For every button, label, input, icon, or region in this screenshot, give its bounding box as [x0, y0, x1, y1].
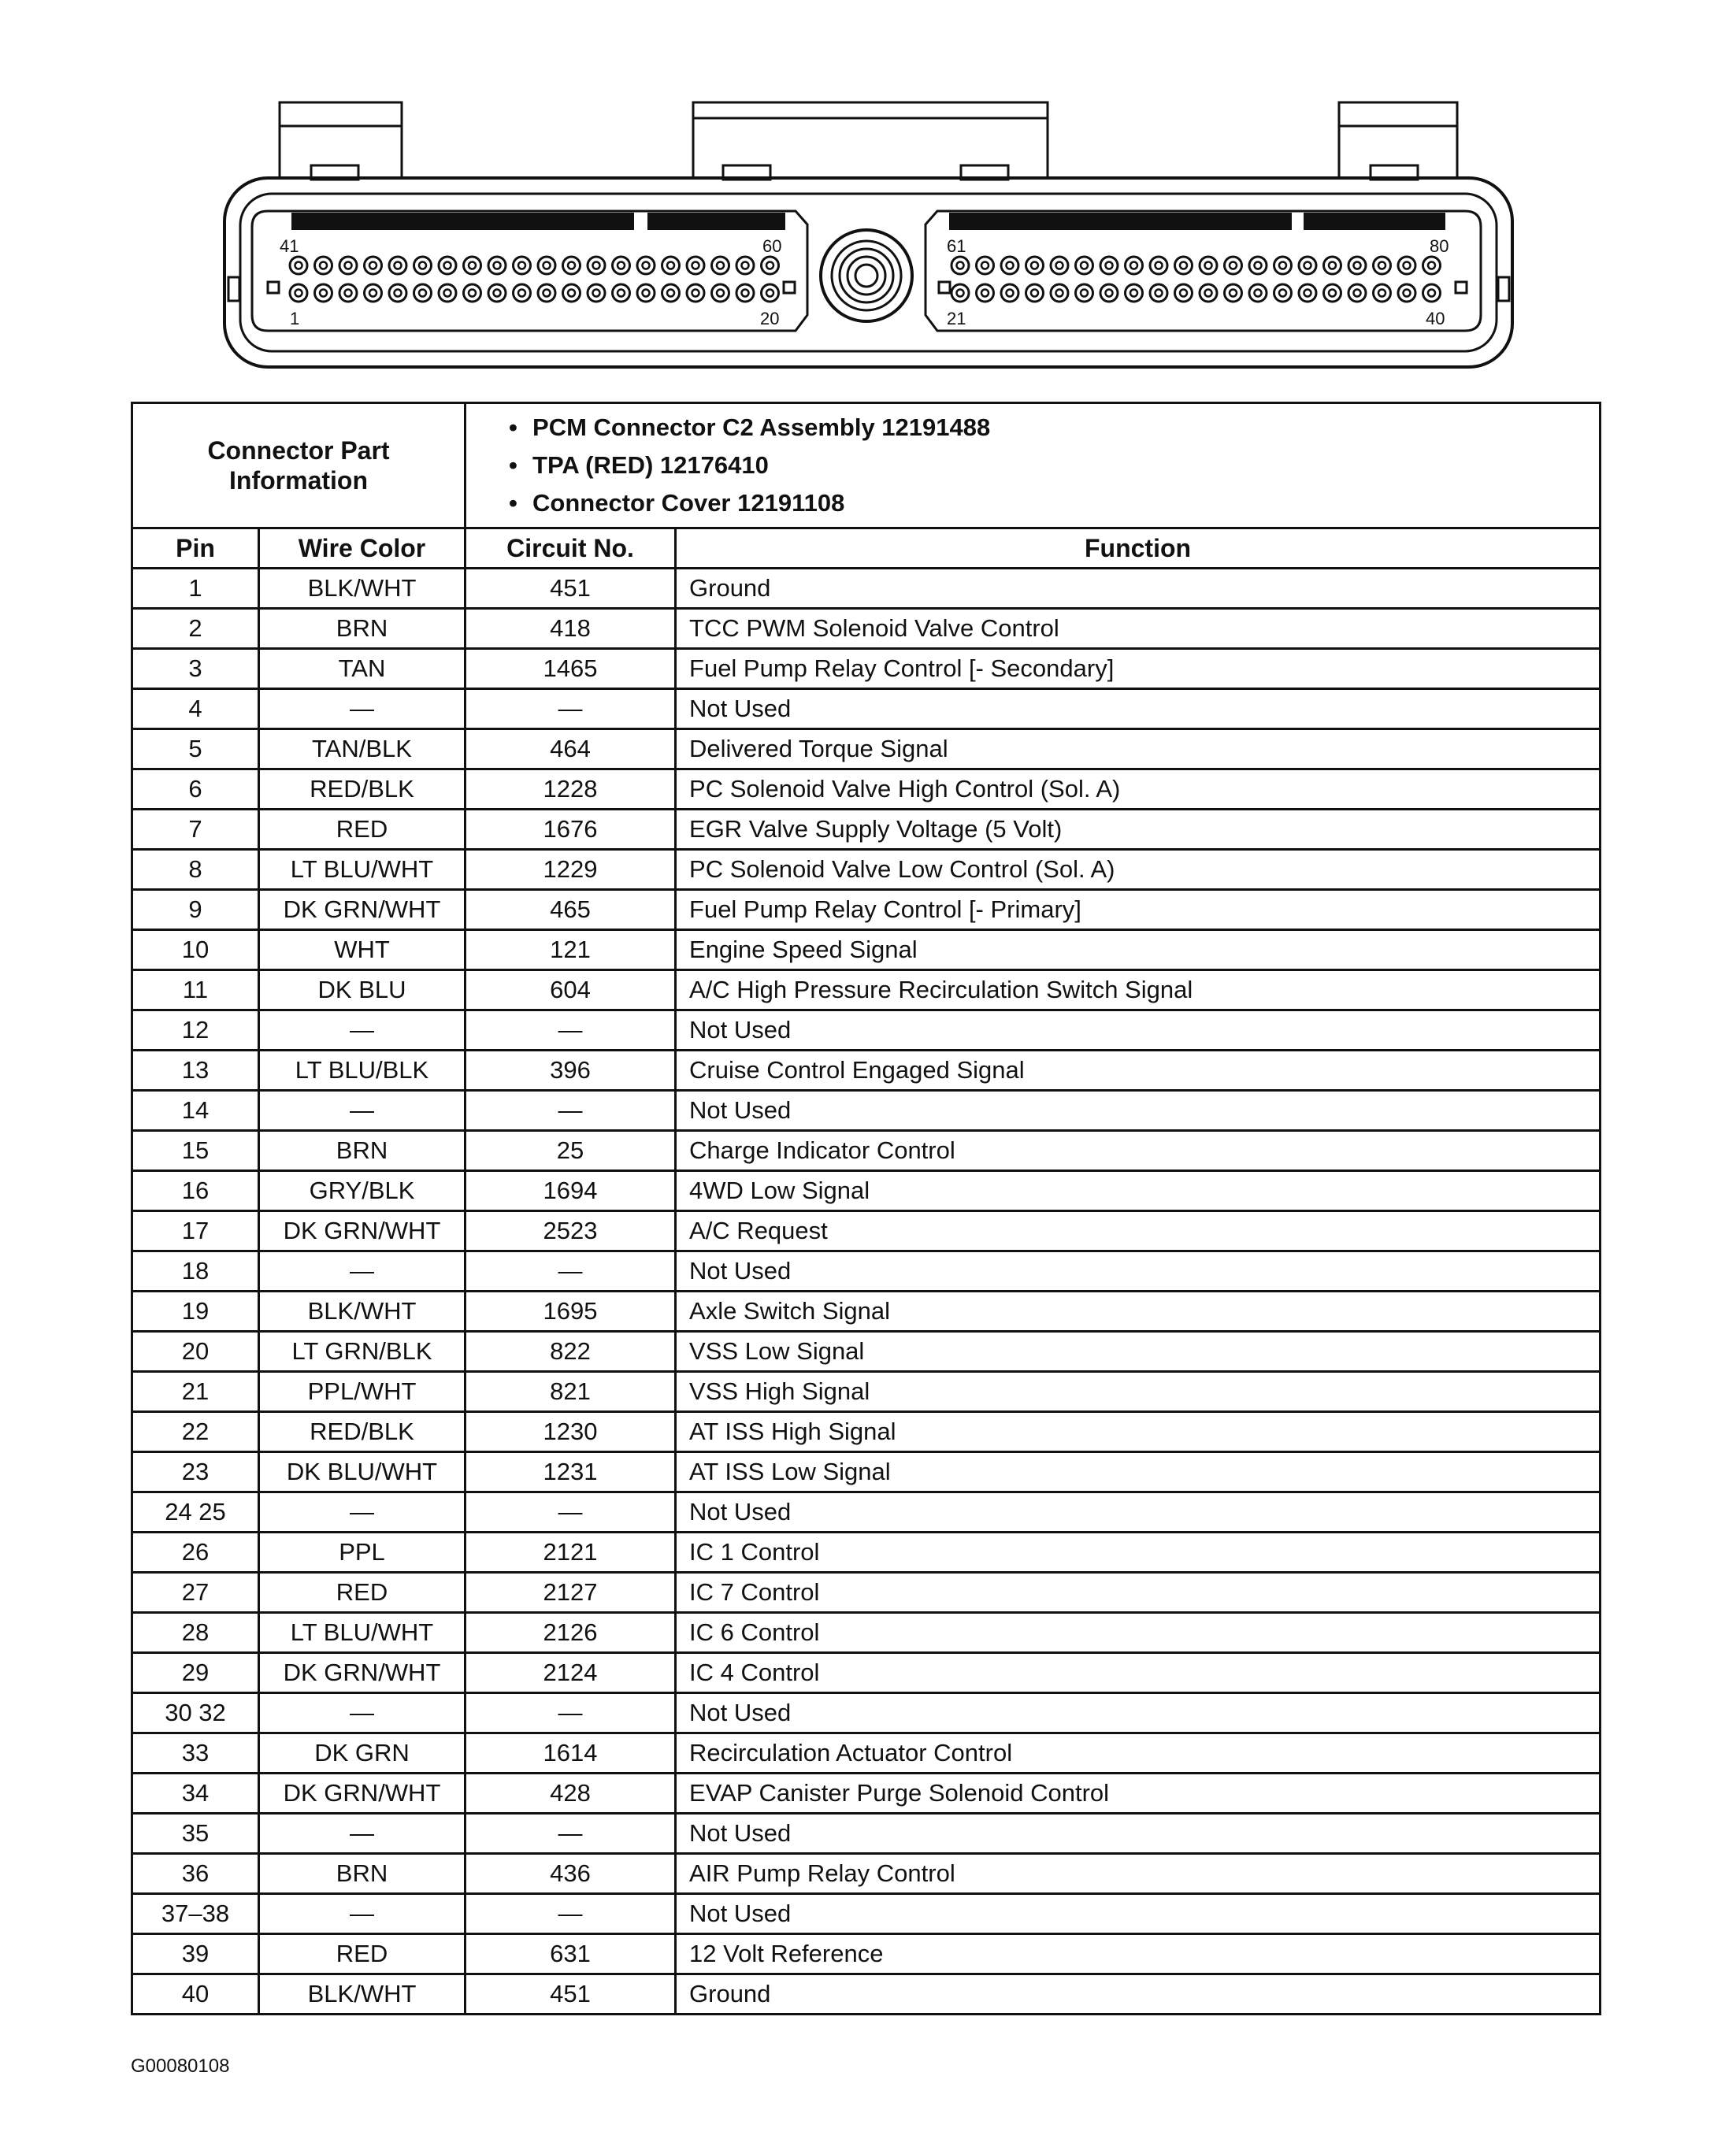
pin-cell: 33	[132, 1733, 259, 1774]
circuit-cell: 1228	[466, 769, 676, 810]
pin-hole	[1200, 257, 1217, 274]
pin-hole	[712, 257, 729, 274]
circuit-cell: 396	[466, 1051, 676, 1091]
pin-cell: 27	[132, 1573, 259, 1613]
function-cell: Not Used	[676, 1492, 1601, 1533]
wire-color-cell: PPL/WHT	[259, 1372, 466, 1412]
wire-color-cell: LT BLU/WHT	[259, 1613, 466, 1653]
wire-color-cell: WHT	[259, 930, 466, 970]
function-cell: 4WD Low Signal	[676, 1171, 1601, 1211]
wire-color-cell: —	[259, 1894, 466, 1934]
pin-hole	[687, 284, 704, 302]
pin-hole	[1026, 284, 1044, 302]
pin-hole	[762, 284, 779, 302]
wire-color-cell: BRN	[259, 1854, 466, 1894]
wire-color-cell: LT BLU/WHT	[259, 850, 466, 890]
info-item-text: Connector Cover 12191108	[532, 489, 845, 517]
pin-cell: 40	[132, 1974, 259, 2015]
wire-color-cell: GRY/BLK	[259, 1171, 466, 1211]
pinout-table	[131, 402, 1601, 2015]
circuit-cell: 451	[466, 1974, 676, 2015]
wire-color-cell: —	[259, 1492, 466, 1533]
function-cell: IC 6 Control	[676, 1613, 1601, 1653]
circuit-cell: 1695	[466, 1292, 676, 1332]
pin-hole	[315, 257, 332, 274]
pin-hole	[488, 257, 506, 274]
wire-color-cell: DK GRN	[259, 1733, 466, 1774]
circuit-cell: —	[466, 1010, 676, 1051]
table-row	[132, 1733, 1601, 1774]
circuit-cell: 2523	[466, 1211, 676, 1251]
circuit-cell: 464	[466, 729, 676, 769]
pin-label-20: 20	[760, 309, 780, 328]
pin-hole	[1126, 284, 1143, 302]
table-row	[132, 1091, 1601, 1131]
circuit-cell: 2124	[466, 1653, 676, 1693]
pin-cell: 17	[132, 1211, 259, 1251]
table-row	[132, 890, 1601, 930]
pin-hole	[762, 257, 779, 274]
pin-hole	[977, 284, 994, 302]
pin-label-61: 61	[947, 236, 966, 256]
connector-info-row	[132, 403, 1601, 528]
pin-cell: 35	[132, 1814, 259, 1854]
wire-color-cell: LT GRN/BLK	[259, 1332, 466, 1372]
pin-cell: 39	[132, 1934, 259, 1974]
function-cell: AT ISS High Signal	[676, 1412, 1601, 1452]
pin-hole	[1100, 284, 1118, 302]
wire-color-cell: PPL	[259, 1533, 466, 1573]
function-cell: Not Used	[676, 1010, 1601, 1051]
pin-hole	[1324, 257, 1341, 274]
table-row	[132, 1653, 1601, 1693]
pin-cell: 6	[132, 769, 259, 810]
wire-color-cell: BRN	[259, 1131, 466, 1171]
pin-label-80: 80	[1430, 236, 1449, 256]
pin-hole	[662, 257, 680, 274]
function-cell: Not Used	[676, 1814, 1601, 1854]
wire-color-cell: RED	[259, 1573, 466, 1613]
circuit-cell: 451	[466, 569, 676, 609]
function-cell: Axle Switch Signal	[676, 1292, 1601, 1332]
table-row	[132, 1051, 1601, 1091]
wire-color-cell: RED/BLK	[259, 769, 466, 810]
table-row	[132, 850, 1601, 890]
pin-hole	[687, 257, 704, 274]
column-header-circuit-no: Circuit No.	[466, 528, 676, 569]
pin-hole	[1225, 257, 1242, 274]
circuit-cell: —	[466, 1251, 676, 1292]
circuit-cell: 1465	[466, 649, 676, 689]
circuit-cell: 631	[466, 1934, 676, 1974]
connector-diagram	[0, 0, 1736, 378]
circuit-cell: 1676	[466, 810, 676, 850]
wire-color-cell: BLK/WHT	[259, 569, 466, 609]
wire-color-cell: DK BLU/WHT	[259, 1452, 466, 1492]
wire-color-cell: DK GRN/WHT	[259, 1653, 466, 1693]
table-row	[132, 569, 1601, 609]
connector-part-info-list	[466, 403, 1601, 528]
pin-cell: 19	[132, 1292, 259, 1332]
circuit-cell: 2126	[466, 1613, 676, 1653]
pin-hole	[1100, 257, 1118, 274]
circuit-cell: 821	[466, 1372, 676, 1412]
pin-hole	[712, 284, 729, 302]
function-cell: Ground	[676, 1974, 1601, 2015]
pin-hole	[1423, 257, 1441, 274]
pin-hole	[1001, 284, 1018, 302]
pin-hole	[365, 257, 382, 274]
function-cell: Not Used	[676, 1091, 1601, 1131]
circuit-cell: 1229	[466, 850, 676, 890]
pin-cell: 23	[132, 1452, 259, 1492]
table-row	[132, 609, 1601, 649]
pin-hole	[1001, 257, 1018, 274]
function-cell: AIR Pump Relay Control	[676, 1854, 1601, 1894]
table-row	[132, 1251, 1601, 1292]
pin-cell: 7	[132, 810, 259, 850]
wire-color-cell: DK GRN/WHT	[259, 1774, 466, 1814]
pin-hole	[1076, 257, 1093, 274]
function-cell: Ground	[676, 569, 1601, 609]
table-row	[132, 689, 1601, 729]
wire-color-cell: BRN	[259, 609, 466, 649]
pin-hole	[339, 257, 357, 274]
table-row	[132, 1171, 1601, 1211]
pin-hole	[637, 257, 655, 274]
pin-label-60: 60	[762, 236, 782, 256]
table-row	[132, 1774, 1601, 1814]
pin-cell: 11	[132, 970, 259, 1010]
function-cell: 12 Volt Reference	[676, 1934, 1601, 1974]
function-cell: Recirculation Actuator Control	[676, 1733, 1601, 1774]
pin-hole	[315, 284, 332, 302]
table-row	[132, 1211, 1601, 1251]
function-cell: Charge Indicator Control	[676, 1131, 1601, 1171]
pin-hole	[637, 284, 655, 302]
pin-cell: 28	[132, 1613, 259, 1653]
function-cell: IC 4 Control	[676, 1653, 1601, 1693]
function-cell: Not Used	[676, 689, 1601, 729]
pin-hole	[464, 257, 481, 274]
pin-hole	[339, 284, 357, 302]
pin-cell: 29	[132, 1653, 259, 1693]
circuit-cell: 121	[466, 930, 676, 970]
pin-hole	[1150, 257, 1167, 274]
table-row	[132, 1332, 1601, 1372]
pin-cell: 20	[132, 1332, 259, 1372]
pin-hole	[1374, 257, 1391, 274]
pin-cell: 34	[132, 1774, 259, 1814]
pin-hole	[1150, 284, 1167, 302]
pin-hole	[514, 284, 531, 302]
function-cell: Delivered Torque Signal	[676, 729, 1601, 769]
function-cell: A/C Request	[676, 1211, 1601, 1251]
pin-cell: 2	[132, 609, 259, 649]
wire-color-cell: TAN/BLK	[259, 729, 466, 769]
pin-label-21: 21	[947, 309, 966, 328]
pin-label-40: 40	[1426, 309, 1445, 328]
circuit-cell: 465	[466, 890, 676, 930]
info-item-text: PCM Connector C2 Assembly 12191488	[532, 413, 991, 441]
wire-color-cell: —	[259, 689, 466, 729]
function-cell: IC 7 Control	[676, 1573, 1601, 1613]
pin-hole	[1225, 284, 1242, 302]
pin-hole	[588, 257, 605, 274]
pin-hole	[951, 284, 969, 302]
circuit-cell: 25	[466, 1131, 676, 1171]
table-row	[132, 1894, 1601, 1934]
pin-hole	[588, 284, 605, 302]
wire-color-cell: —	[259, 1814, 466, 1854]
pin-hole	[389, 257, 406, 274]
pin-hole	[389, 284, 406, 302]
table-row	[132, 930, 1601, 970]
pin-cell: 4	[132, 689, 259, 729]
pin-hole	[613, 257, 630, 274]
info-item-text: TPA (RED) 12176410	[532, 451, 769, 479]
function-cell: IC 1 Control	[676, 1533, 1601, 1573]
info-item: • TPA (RED) 12176410	[509, 451, 769, 479]
pin-hole	[1051, 257, 1068, 274]
function-cell: PC Solenoid Valve High Control (Sol. A)	[676, 769, 1601, 810]
pin-hole	[977, 257, 994, 274]
pin-hole	[290, 257, 307, 274]
pin-cell: 16	[132, 1171, 259, 1211]
pin-hole	[951, 257, 969, 274]
pin-hole	[439, 284, 456, 302]
circuit-cell: 2127	[466, 1573, 676, 1613]
function-cell: Not Used	[676, 1693, 1601, 1733]
function-cell: Fuel Pump Relay Control [- Primary]	[676, 890, 1601, 930]
pin-cell: 1	[132, 569, 259, 609]
table-row	[132, 1934, 1601, 1974]
wire-color-cell: BLK/WHT	[259, 1974, 466, 2015]
table-row	[132, 769, 1601, 810]
circuit-cell: —	[466, 1814, 676, 1854]
pin-label-1: 1	[290, 309, 300, 328]
pin-hole	[1348, 257, 1366, 274]
pin-hole	[1398, 257, 1415, 274]
function-cell: Cruise Control Engaged Signal	[676, 1051, 1601, 1091]
pin-hole	[464, 284, 481, 302]
pin-hole	[414, 257, 432, 274]
pin-hole	[1200, 284, 1217, 302]
pin-cell: 15	[132, 1131, 259, 1171]
pin-hole	[488, 284, 506, 302]
circuit-cell: —	[466, 689, 676, 729]
table-row	[132, 729, 1601, 769]
pin-label-41: 41	[280, 236, 299, 256]
table-row	[132, 1452, 1601, 1492]
table-row	[132, 1974, 1601, 2015]
pin-hole	[1126, 257, 1143, 274]
table-row	[132, 1292, 1601, 1332]
table-row	[132, 1573, 1601, 1613]
connector-part-info-label	[132, 403, 466, 528]
circuit-cell: 1694	[466, 1171, 676, 1211]
figure-id: G00080108	[131, 2055, 230, 2077]
pin-hole	[736, 257, 754, 274]
pin-hole	[1076, 284, 1093, 302]
header-row	[132, 528, 1601, 569]
circuit-cell: 604	[466, 970, 676, 1010]
wire-color-cell: TAN	[259, 649, 466, 689]
function-cell: VSS High Signal	[676, 1372, 1601, 1412]
wire-color-cell: —	[259, 1010, 466, 1051]
table-row	[132, 1412, 1601, 1452]
pin-cell: 13	[132, 1051, 259, 1091]
pin-hole	[1175, 257, 1193, 274]
table-row	[132, 1010, 1601, 1051]
pin-hole	[1249, 257, 1267, 274]
circuit-cell: —	[466, 1492, 676, 1533]
wire-color-cell: DK GRN/WHT	[259, 1211, 466, 1251]
pin-hole	[1274, 284, 1292, 302]
pin-hole	[1299, 284, 1316, 302]
pin-cell: 22	[132, 1412, 259, 1452]
pin-cell: 24 25	[132, 1492, 259, 1533]
pin-cell: 21	[132, 1372, 259, 1412]
pin-cell: 3	[132, 649, 259, 689]
circuit-cell: —	[466, 1091, 676, 1131]
pin-cell: 12	[132, 1010, 259, 1051]
table-row	[132, 1613, 1601, 1653]
pin-cell: 5	[132, 729, 259, 769]
pin-hole	[1274, 257, 1292, 274]
table-row	[132, 1854, 1601, 1894]
column-header-pin: Pin	[132, 528, 259, 569]
wire-color-cell: —	[259, 1091, 466, 1131]
info-item: • Connector Cover 12191108	[509, 489, 845, 517]
table-row	[132, 1372, 1601, 1412]
pin-hole	[1051, 284, 1068, 302]
wire-color-cell: RED	[259, 1934, 466, 1974]
wire-color-cell: —	[259, 1251, 466, 1292]
function-cell: Engine Speed Signal	[676, 930, 1601, 970]
table-row	[132, 970, 1601, 1010]
function-cell: AT ISS Low Signal	[676, 1452, 1601, 1492]
pin-hole	[1348, 284, 1366, 302]
function-cell: Not Used	[676, 1894, 1601, 1934]
wire-color-cell: RED/BLK	[259, 1412, 466, 1452]
pin-cell: 36	[132, 1854, 259, 1894]
pin-hole	[1249, 284, 1267, 302]
pin-hole	[563, 284, 581, 302]
wire-color-cell: RED	[259, 810, 466, 850]
center-bolt	[821, 230, 912, 321]
pin-hole	[538, 257, 555, 274]
table-row	[132, 1693, 1601, 1733]
table-row	[132, 1814, 1601, 1854]
table-row	[132, 1131, 1601, 1171]
pin-hole	[613, 284, 630, 302]
pin-hole	[365, 284, 382, 302]
pin-cell: 30 32	[132, 1693, 259, 1733]
wire-color-cell: —	[259, 1693, 466, 1733]
function-cell: Not Used	[676, 1251, 1601, 1292]
circuit-cell: 428	[466, 1774, 676, 1814]
table-row	[132, 1533, 1601, 1573]
function-cell: Fuel Pump Relay Control [- Secondary]	[676, 649, 1601, 689]
pin-cell: 10	[132, 930, 259, 970]
pin-hole	[1175, 284, 1193, 302]
circuit-cell: 822	[466, 1332, 676, 1372]
info-label-line1: Connector Part	[207, 436, 390, 465]
table-row	[132, 810, 1601, 850]
circuit-cell: —	[466, 1693, 676, 1733]
pin-cell: 14	[132, 1091, 259, 1131]
wire-color-cell: LT BLU/BLK	[259, 1051, 466, 1091]
pin-hole	[662, 284, 680, 302]
circuit-cell: 1230	[466, 1412, 676, 1452]
pin-hole	[1423, 284, 1441, 302]
function-cell: PC Solenoid Valve Low Control (Sol. A)	[676, 850, 1601, 890]
pin-hole	[1324, 284, 1341, 302]
circuit-cell: 2121	[466, 1533, 676, 1573]
function-cell: EVAP Canister Purge Solenoid Control	[676, 1774, 1601, 1814]
circuit-cell: 436	[466, 1854, 676, 1894]
circuit-cell: 418	[466, 609, 676, 649]
pin-hole	[736, 284, 754, 302]
pin-cell: 26	[132, 1533, 259, 1573]
circuit-cell: 1231	[466, 1452, 676, 1492]
column-header-function: Function	[676, 528, 1601, 569]
pin-cell: 18	[132, 1251, 259, 1292]
function-cell: VSS Low Signal	[676, 1332, 1601, 1372]
pin-hole	[414, 284, 432, 302]
pin-hole	[1026, 257, 1044, 274]
circuit-cell: —	[466, 1894, 676, 1934]
info-label-line2: Information	[229, 466, 368, 495]
pin-hole	[439, 257, 456, 274]
info-item: • PCM Connector C2 Assembly 12191488	[509, 413, 991, 441]
circuit-cell: 1614	[466, 1733, 676, 1774]
table-row	[132, 1492, 1601, 1533]
table-row	[132, 649, 1601, 689]
function-cell: A/C High Pressure Recirculation Switch Signal	[676, 970, 1601, 1010]
function-cell: TCC PWM Solenoid Valve Control	[676, 609, 1601, 649]
pin-hole	[1374, 284, 1391, 302]
pin-hole	[1299, 257, 1316, 274]
pin-hole	[538, 284, 555, 302]
pin-cell: 8	[132, 850, 259, 890]
pin-hole	[290, 284, 307, 302]
function-cell: EGR Valve Supply Voltage (5 Volt)	[676, 810, 1601, 850]
wire-color-cell: DK BLU	[259, 970, 466, 1010]
wire-color-cell: DK GRN/WHT	[259, 890, 466, 930]
pin-cell: 9	[132, 890, 259, 930]
pin-hole	[563, 257, 581, 274]
pin-hole	[1398, 284, 1415, 302]
pin-hole	[514, 257, 531, 274]
column-header-wire-color: Wire Color	[259, 528, 466, 569]
wire-color-cell: BLK/WHT	[259, 1292, 466, 1332]
pin-cell: 37–38	[132, 1894, 259, 1934]
